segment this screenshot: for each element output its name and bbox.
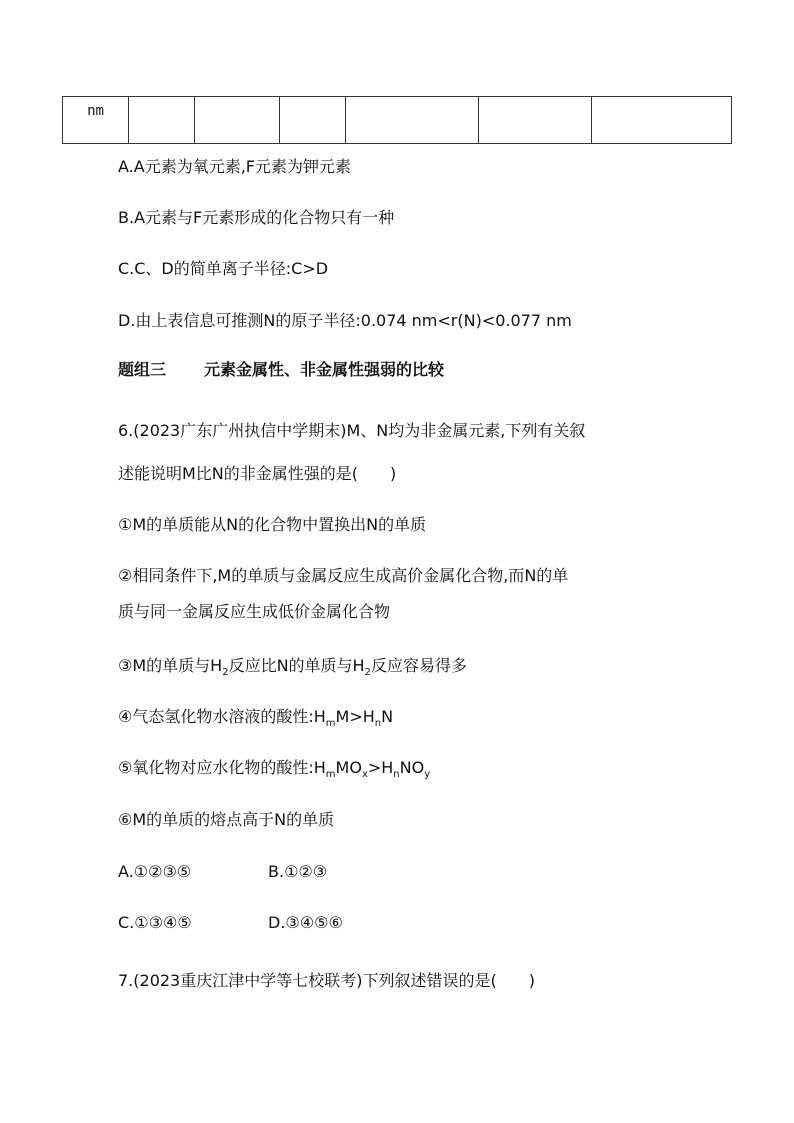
data-table-fragment (62, 96, 732, 144)
table-row (63, 97, 732, 144)
q5-option-c: C.C、D的简单离子半径:C>D (118, 259, 329, 278)
table-cell (280, 97, 346, 144)
q6-item-5: ⑤氧化物对应水化物的酸性$:H_mMO_x>H_nNO_y$ (118, 758, 431, 780)
q6-item-4: ④气态氢化物水溶液的酸性$:H_mM>H_nN$ (118, 707, 394, 729)
table-cell (592, 97, 732, 144)
q6-stem-line2: 述能说明M比N的非金属性强的是( ) (118, 464, 397, 483)
table-cell (195, 97, 280, 144)
q5-option-d: D.由上表信息可推测N的原子半径:0.074 nm<r(N)<0.077 nm (118, 311, 572, 330)
q5-option-a: A.A元素为氧元素,F元素为钾元素 (118, 157, 351, 176)
q6-item-3: ③M的单质与$H_2$反应比N的单质与$H_2$反应容易得多 (118, 656, 467, 678)
q6-item-2-line2: 质与同一金属反应生成低价金属化合物 (118, 602, 391, 621)
section-label: 题组三 (118, 360, 167, 379)
q7-stem: 7.(2023重庆江津中学等七校联考)下列叙述错误的是( ) (118, 971, 535, 990)
q6-choice-a: A.①②③⑤ (118, 862, 192, 881)
q6-item-2-line1: ②相同条件下,M的单质与金属反应生成高价金属化合物,而N的单 (118, 566, 569, 585)
section-heading (118, 360, 444, 380)
q5-option-b: B.A元素与F元素形成的化合物只有一种 (118, 208, 395, 227)
table-cell (346, 97, 479, 144)
q6-stem-line1: 6.(2023广东广州执信中学期末)M、N均为非金属元素,下列有关叙 (118, 421, 586, 440)
q6-item-6: ⑥M的单质的熔点高于N的单质 (118, 810, 335, 829)
q6-choice-b: B.①②③ (268, 862, 328, 881)
table-cell (129, 97, 195, 144)
unit-label: nm (87, 103, 104, 119)
section-title: 元素金属性、非金属性强弱的比较 (204, 360, 445, 379)
q6-choice-c: C.①③④⑤ (118, 913, 192, 932)
table-cell-unit (63, 97, 129, 144)
q6-choice-d: D.③④⑤⑥ (268, 913, 343, 932)
table-cell (479, 97, 592, 144)
q6-item-1: ①M的单质能从N的化合物中置换出N的单质 (118, 515, 427, 534)
